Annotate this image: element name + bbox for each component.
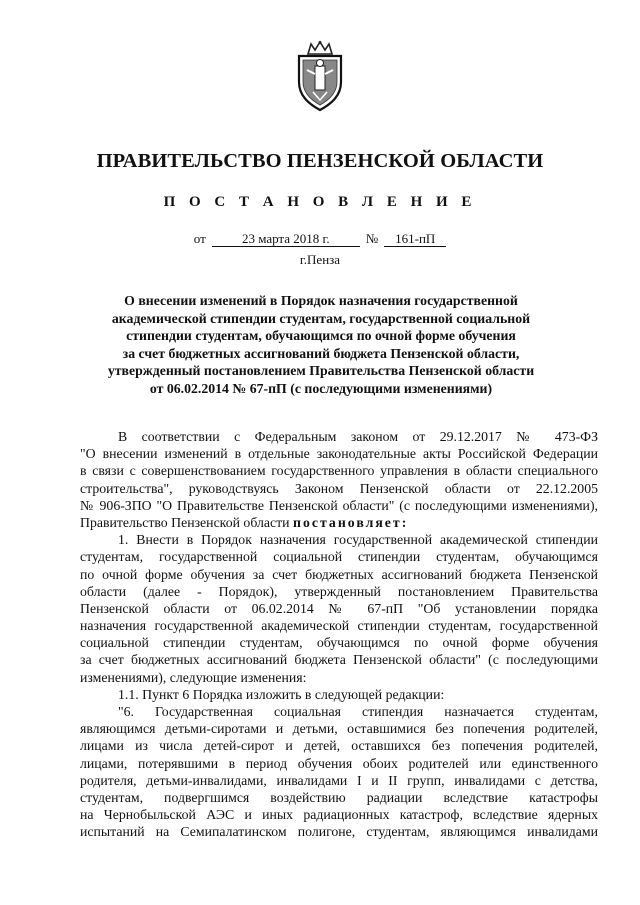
body-line: лицами, потерявшими в период обучения обоих родителей или единственного <box>80 755 598 771</box>
body-text: Правительство Пензенской области <box>80 514 290 530</box>
body-line: 1. Внести в Порядок назначения государственной академической стипендии <box>118 532 598 548</box>
body-line: социальной стипендии студентам, обучающимся по очной форме обучения <box>80 635 598 651</box>
body-line: "О внесении изменений в отдельные законодательные акты Российской Федерации <box>80 446 598 462</box>
body-line: студентам, государственной социальной стипендии студентам, обучающимся <box>80 549 598 565</box>
body-line: студентам, подвергшимся воздействию радиации вследствие катастрофы <box>80 789 598 805</box>
title-line: за счет бюджетных ассигнований бюджета Пензенской области, <box>122 345 520 361</box>
number-prefix: № <box>365 231 379 246</box>
body-line: № 906-ЗПО "О Правительстве Пензенской области" (с последующими изменениями), <box>80 497 598 513</box>
document-type: П О С Т А Н О В Л Е Н И Е <box>163 194 477 210</box>
date-prefix: от <box>193 231 206 246</box>
body-line: В соответствии с Федеральным законом от 29.12.2017 № 473-ФЗ <box>118 429 598 444</box>
body-line: изменениями), следующие изменения: <box>80 669 307 685</box>
body-line: области (далее - Порядок), утвержденный постановлением Правительства <box>80 583 598 599</box>
city-name: г.Пенза <box>299 252 341 267</box>
body-line: за счет бюджетных ассигнований бюджета Пензенской области" (с последующими <box>80 652 598 668</box>
document-title <box>96 292 546 397</box>
body-line: являющимся детьми-сиротами и детьми, оставшимися без попечения родителей, <box>80 721 598 737</box>
document-body <box>80 428 598 841</box>
body-line: лицами из числа детей-сирот и детей, оставшихся без попечения родителей, <box>80 738 598 754</box>
resolves-keyword: постановляет: <box>293 514 409 530</box>
document-date: 23 марта 2018 г. <box>212 232 360 247</box>
title-line: утвержденный постановлением Правительства Пензенской области <box>107 363 535 378</box>
body-line: по очной форме обучения за счет бюджетных ассигнований бюджета Пензенской <box>80 566 598 582</box>
date-number-line <box>0 231 640 247</box>
body-line <box>80 514 598 531</box>
body-line: назначения государственной академической стипендии студентам, государственной <box>80 618 598 634</box>
organization-name: ПРАВИТЕЛЬСТВО ПЕНЗЕНСКОЙ ОБЛАСТИ <box>96 150 544 172</box>
body-line: испытаний на Семипалатинском полигоне, студентам, являющимся инвалидами <box>80 824 598 840</box>
body-line: родителя, детьми-инвалидами, инвалидами I и II групп, инвалидами с детства, <box>80 772 598 788</box>
title-line: О внесении изменений в Порядок назначения государственной <box>124 293 518 308</box>
body-line: "6. Государственная социальная стипендия назначается студентам, <box>118 704 598 719</box>
body-line: Пензенской области от 06.02.2014 № 67-пП "Об установлении порядка <box>80 600 598 616</box>
body-line: строительства", руководствуясь Законом Пензенской области от 22.12.2005 <box>80 480 598 496</box>
title-line: стипендии студентам, обучающимся по очной форме обучения <box>126 328 516 343</box>
body-line: на Чернобыльской АЭС и иных радиационных катастроф, вследствие ядерных <box>80 807 598 823</box>
body-line: 1.1. Пункт 6 Порядка изложить в следующей редакции: <box>118 686 445 702</box>
title-line: от 06.02.2014 № 67-пП (с последующими изменениями) <box>149 380 493 396</box>
title-line: академической стипендии студентам, государственной социальной <box>111 310 531 326</box>
coat-of-arms-icon <box>291 40 349 112</box>
document-number: 161-пП <box>384 232 446 247</box>
body-line: в связи с совершенствованием государственного управления в области специального <box>80 463 598 479</box>
